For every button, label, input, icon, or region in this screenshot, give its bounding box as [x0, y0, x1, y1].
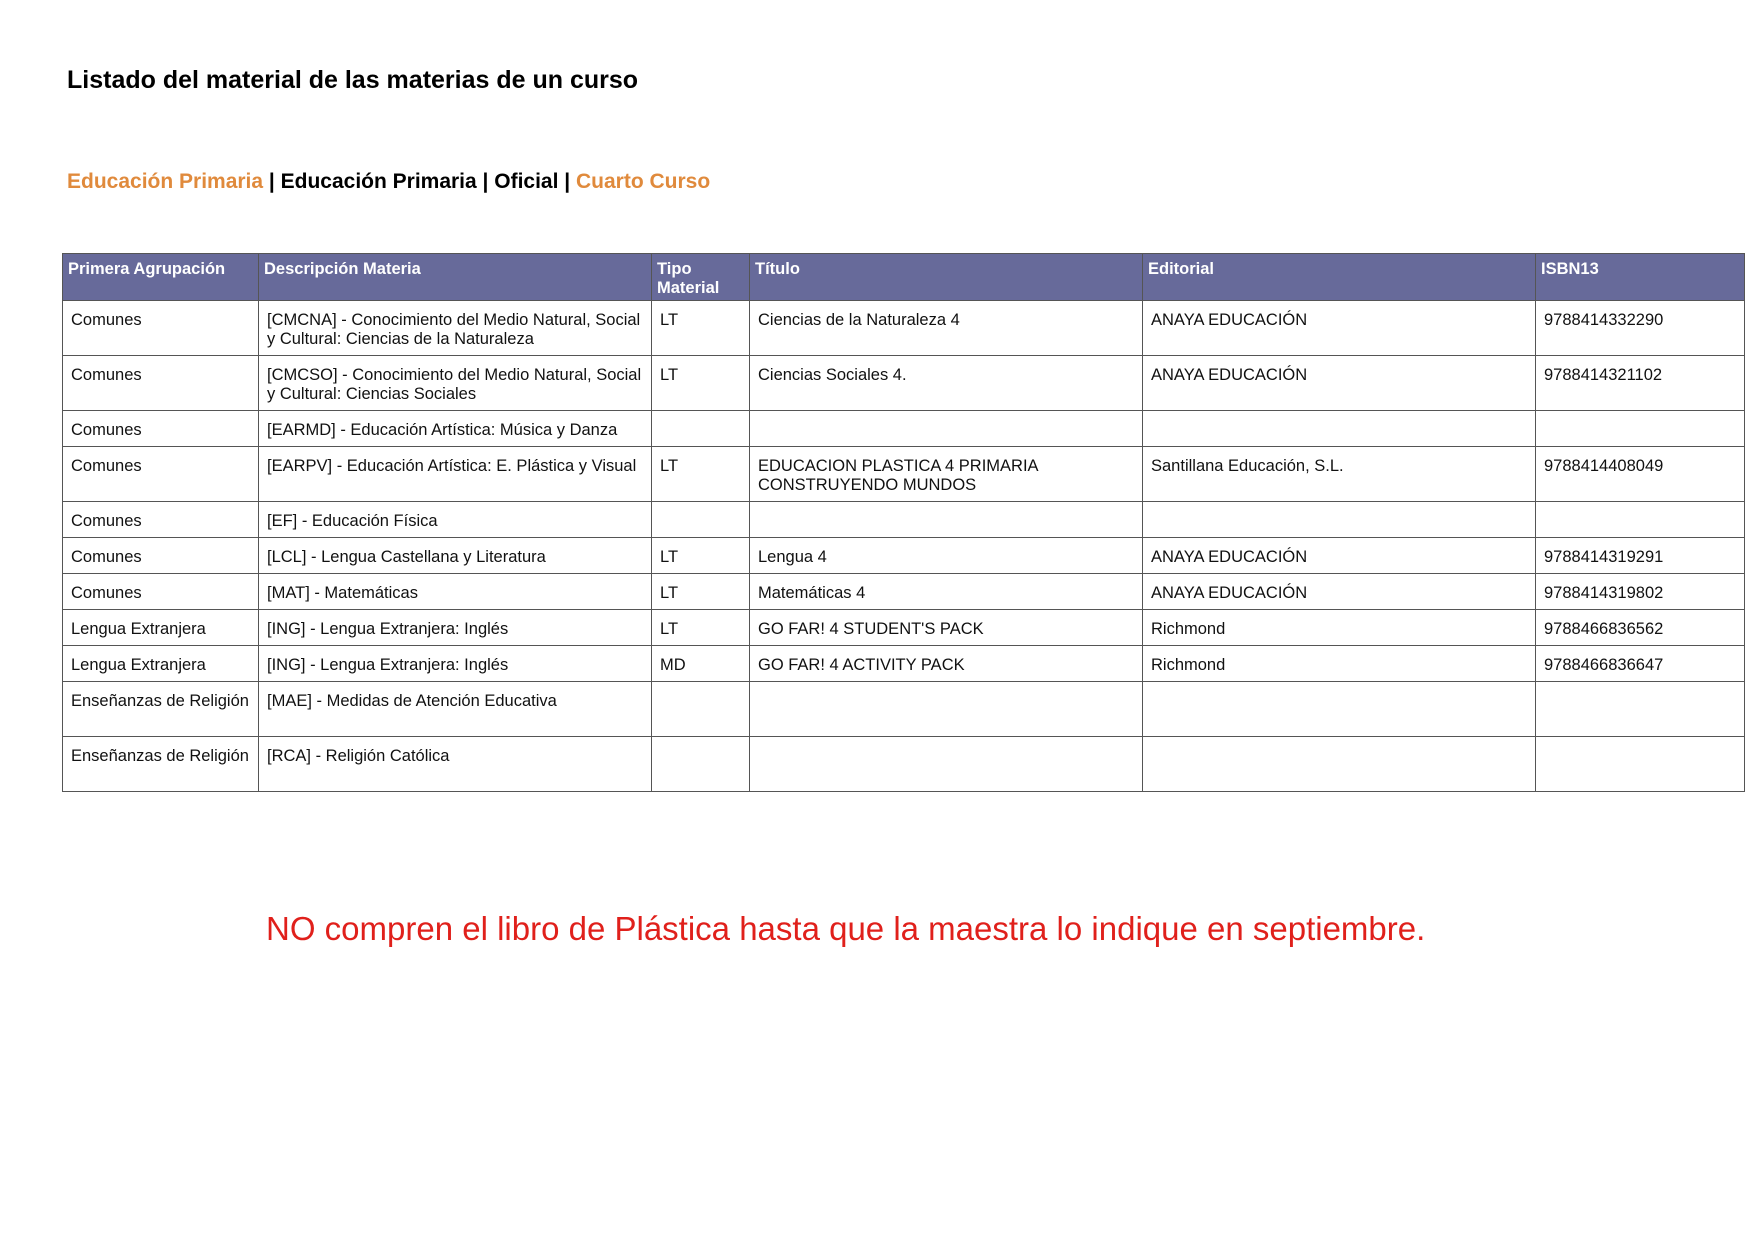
cell-subject: [EARPV] - Educación Artística: E. Plástica y Visual	[259, 447, 652, 502]
cell-subject: [CMCNA] - Conocimiento del Medio Natural, Social y Cultural: Ciencias de la Naturaleza	[259, 301, 652, 356]
header-group: Primera Agrupación	[63, 254, 259, 301]
cell-isbn: 9788414332290	[1536, 301, 1745, 356]
cell-title: Ciencias Sociales 4.	[750, 356, 1143, 411]
course-breadcrumb	[67, 170, 710, 194]
table-row	[63, 682, 1745, 737]
cell-title	[750, 411, 1143, 447]
cell-title: Ciencias de la Naturaleza 4	[750, 301, 1143, 356]
cell-publisher	[1143, 411, 1536, 447]
cell-title: GO FAR! 4 ACTIVITY PACK	[750, 646, 1143, 682]
table-row	[63, 737, 1745, 792]
cell-group: Comunes	[63, 411, 259, 447]
table-row	[63, 610, 1745, 646]
table-row	[63, 411, 1745, 447]
cell-title: Matemáticas 4	[750, 574, 1143, 610]
breadcrumb-level: Educación Primaria	[67, 170, 264, 193]
cell-group: Lengua Extranjera	[63, 646, 259, 682]
cell-subject: [RCA] - Religión Católica	[259, 737, 652, 792]
cell-subject: [CMCSO] - Conocimiento del Medio Natural, Social y Cultural: Ciencias Sociales	[259, 356, 652, 411]
cell-publisher: ANAYA EDUCACIÓN	[1143, 574, 1536, 610]
header-material-type-line1: Tipo	[657, 260, 692, 278]
cell-isbn: 9788414408049	[1536, 447, 1745, 502]
cell-isbn: 9788466836647	[1536, 646, 1745, 682]
cell-type	[652, 502, 750, 538]
table-row	[63, 301, 1745, 356]
cell-subject: [ING] - Lengua Extranjera: Inglés	[259, 610, 652, 646]
cell-publisher	[1143, 502, 1536, 538]
table-header-row	[63, 254, 1745, 301]
purchase-notice: NO compren el libro de Plástica hasta que la maestra lo indique en septiembre.	[266, 910, 1426, 947]
cell-subject: [EF] - Educación Física	[259, 502, 652, 538]
cell-group: Comunes	[63, 502, 259, 538]
cell-publisher: ANAYA EDUCACIÓN	[1143, 538, 1536, 574]
cell-subject: [LCL] - Lengua Castellana y Literatura	[259, 538, 652, 574]
cell-subject: [ING] - Lengua Extranjera: Inglés	[259, 646, 652, 682]
cell-type: LT	[652, 356, 750, 411]
cell-type	[652, 737, 750, 792]
breadcrumb-separator: |	[558, 170, 576, 193]
breadcrumb-separator: |	[476, 170, 495, 193]
cell-title	[750, 682, 1143, 737]
cell-subject: [MAT] - Matemáticas	[259, 574, 652, 610]
breadcrumb-type: Oficial	[494, 170, 559, 193]
cell-group: Comunes	[63, 301, 259, 356]
cell-group: Lengua Extranjera	[63, 610, 259, 646]
table-row	[63, 574, 1745, 610]
header-material-type	[652, 254, 750, 301]
page-title: Listado del material de las materias de un curso	[67, 66, 639, 94]
cell-subject: [MAE] - Medidas de Atención Educativa	[259, 682, 652, 737]
cell-publisher: ANAYA EDUCACIÓN	[1143, 356, 1536, 411]
cell-isbn	[1536, 411, 1745, 447]
header-material-type-line2: Material	[657, 279, 720, 297]
cell-isbn	[1536, 737, 1745, 792]
cell-isbn	[1536, 682, 1745, 737]
table-row	[63, 356, 1745, 411]
cell-title: Lengua 4	[750, 538, 1143, 574]
cell-group: Enseñanzas de Religión	[63, 737, 259, 792]
breadcrumb-separator: |	[263, 170, 281, 193]
cell-type	[652, 411, 750, 447]
cell-isbn: 9788466836562	[1536, 610, 1745, 646]
cell-subject: [EARMD] - Educación Artística: Música y Danza	[259, 411, 652, 447]
table-row	[63, 646, 1745, 682]
cell-type: LT	[652, 447, 750, 502]
cell-group: Comunes	[63, 356, 259, 411]
cell-title: GO FAR! 4 STUDENT'S PACK	[750, 610, 1143, 646]
cell-title	[750, 502, 1143, 538]
header-isbn: ISBN13	[1536, 254, 1745, 301]
breadcrumb-stage: Educación Primaria	[280, 170, 477, 193]
cell-publisher: ANAYA EDUCACIÓN	[1143, 301, 1536, 356]
cell-group: Comunes	[63, 447, 259, 502]
cell-isbn: 9788414319802	[1536, 574, 1745, 610]
cell-isbn	[1536, 502, 1745, 538]
table-row	[63, 447, 1745, 502]
cell-group: Comunes	[63, 574, 259, 610]
cell-title: EDUCACION PLASTICA 4 PRIMARIA CONSTRUYENDO MUNDOS	[750, 447, 1143, 502]
cell-title	[750, 737, 1143, 792]
cell-type: LT	[652, 610, 750, 646]
cell-publisher: Richmond	[1143, 646, 1536, 682]
header-subject: Descripción Materia	[259, 254, 652, 301]
cell-type: LT	[652, 301, 750, 356]
cell-publisher	[1143, 682, 1536, 737]
header-publisher: Editorial	[1143, 254, 1536, 301]
cell-publisher: Santillana Educación, S.L.	[1143, 447, 1536, 502]
cell-isbn: 9788414319291	[1536, 538, 1745, 574]
cell-group: Enseñanzas de Religión	[63, 682, 259, 737]
cell-type: LT	[652, 538, 750, 574]
cell-group: Comunes	[63, 538, 259, 574]
breadcrumb-course: Cuarto Curso	[576, 170, 711, 193]
header-title: Título	[750, 254, 1143, 301]
table-row	[63, 502, 1745, 538]
cell-type: MD	[652, 646, 750, 682]
cell-publisher	[1143, 737, 1536, 792]
materials-table	[62, 253, 1745, 792]
cell-type: LT	[652, 574, 750, 610]
cell-isbn: 9788414321102	[1536, 356, 1745, 411]
table-row	[63, 538, 1745, 574]
cell-publisher: Richmond	[1143, 610, 1536, 646]
cell-type	[652, 682, 750, 737]
